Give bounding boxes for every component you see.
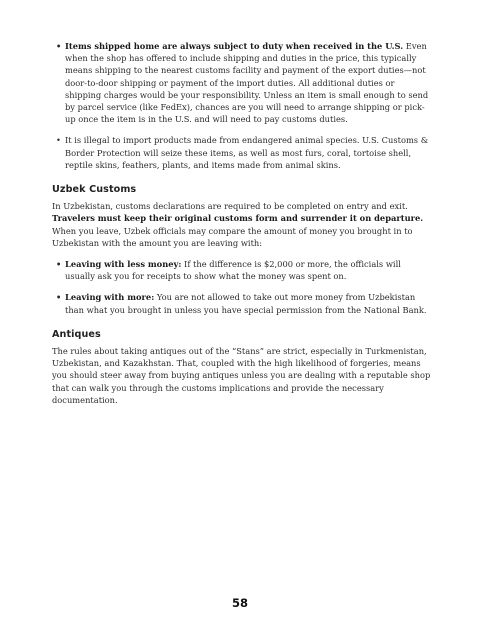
uzbek-bullet-list [52,258,432,316]
bullet-icon: • [56,41,62,51]
bullet-bold-text: Items shipped home are always subject to duty when received in the U.S. [65,41,404,51]
uzbek-intro-text: In Uzbekistan, customs declarations are required to be completed on entry and exit. [52,201,408,212]
list-item [52,134,432,171]
antiques-paragraph: The rules about taking antiques out of the “Stans” are strict, especially in Turkmenistan, Uzbekistan, and Kazakhstan. That, coupled with the high likelihood of forgeries, means you should steer away from buying antiques unless you are dealing with a reputable shop that can walk you through the customs implications and provide the necessary documentation. [52,346,431,405]
bullet-bold-text: Leaving with more: [65,292,155,303]
section-heading-antiques: Antiques [52,328,101,340]
bullet-icon: • [56,135,61,146]
bullet-icon: • [56,292,62,303]
page-content [52,40,432,415]
page-number: 58 [231,596,248,610]
bullet-icon: • [56,259,62,270]
uzbek-intro-paragraph [52,200,432,249]
list-item [52,258,432,282]
bullet-text: Even when the shop has offered to include shipping and duties in the price, this typically means shipping to the nearest customs facility and payment of the export duties—not door-to-door shipping or payment of the import duties. All additional duties or shipping charges would be your responsibility. Unless an item is small enough to send by parcel service (like FedEx), chances are you will need to arrange shipping or pick-up once the item is in the U.S. and will need to pay customs duties. [65,41,429,125]
bullet-text: You are not allowed to take out more money from Uzbekistan than what you brought in unless you have special permission from the National Bank. [65,292,427,315]
list-item [52,40,432,125]
shipping-bullet-list [52,40,432,171]
bullet-text: It is illegal to import products made from endangered animal species. U.S. Customs & Border Protection will seize these items, as well as most furs, coral, tortoise shell, reptile skins, feathers, plants, and items made from animal skins. [65,135,429,170]
section-heading-uzbek-customs: Uzbek Customs [52,184,137,196]
bullet-bold-text: Leaving with less money: [65,259,182,270]
list-item [52,291,432,315]
bullet-text: If the difference is $2,000 or more, the officials will usually ask you for receipts to show what the money was spent on. [65,259,401,282]
uzbek-intro-bold-text: Travelers must keep their original customs form and surrender it on departure. [52,213,424,224]
uzbek-intro-text-continued: When you leave, Uzbek officials may compare the amount of money you brought in to Uzbekistan with the amount you are leaving with: [52,225,413,248]
